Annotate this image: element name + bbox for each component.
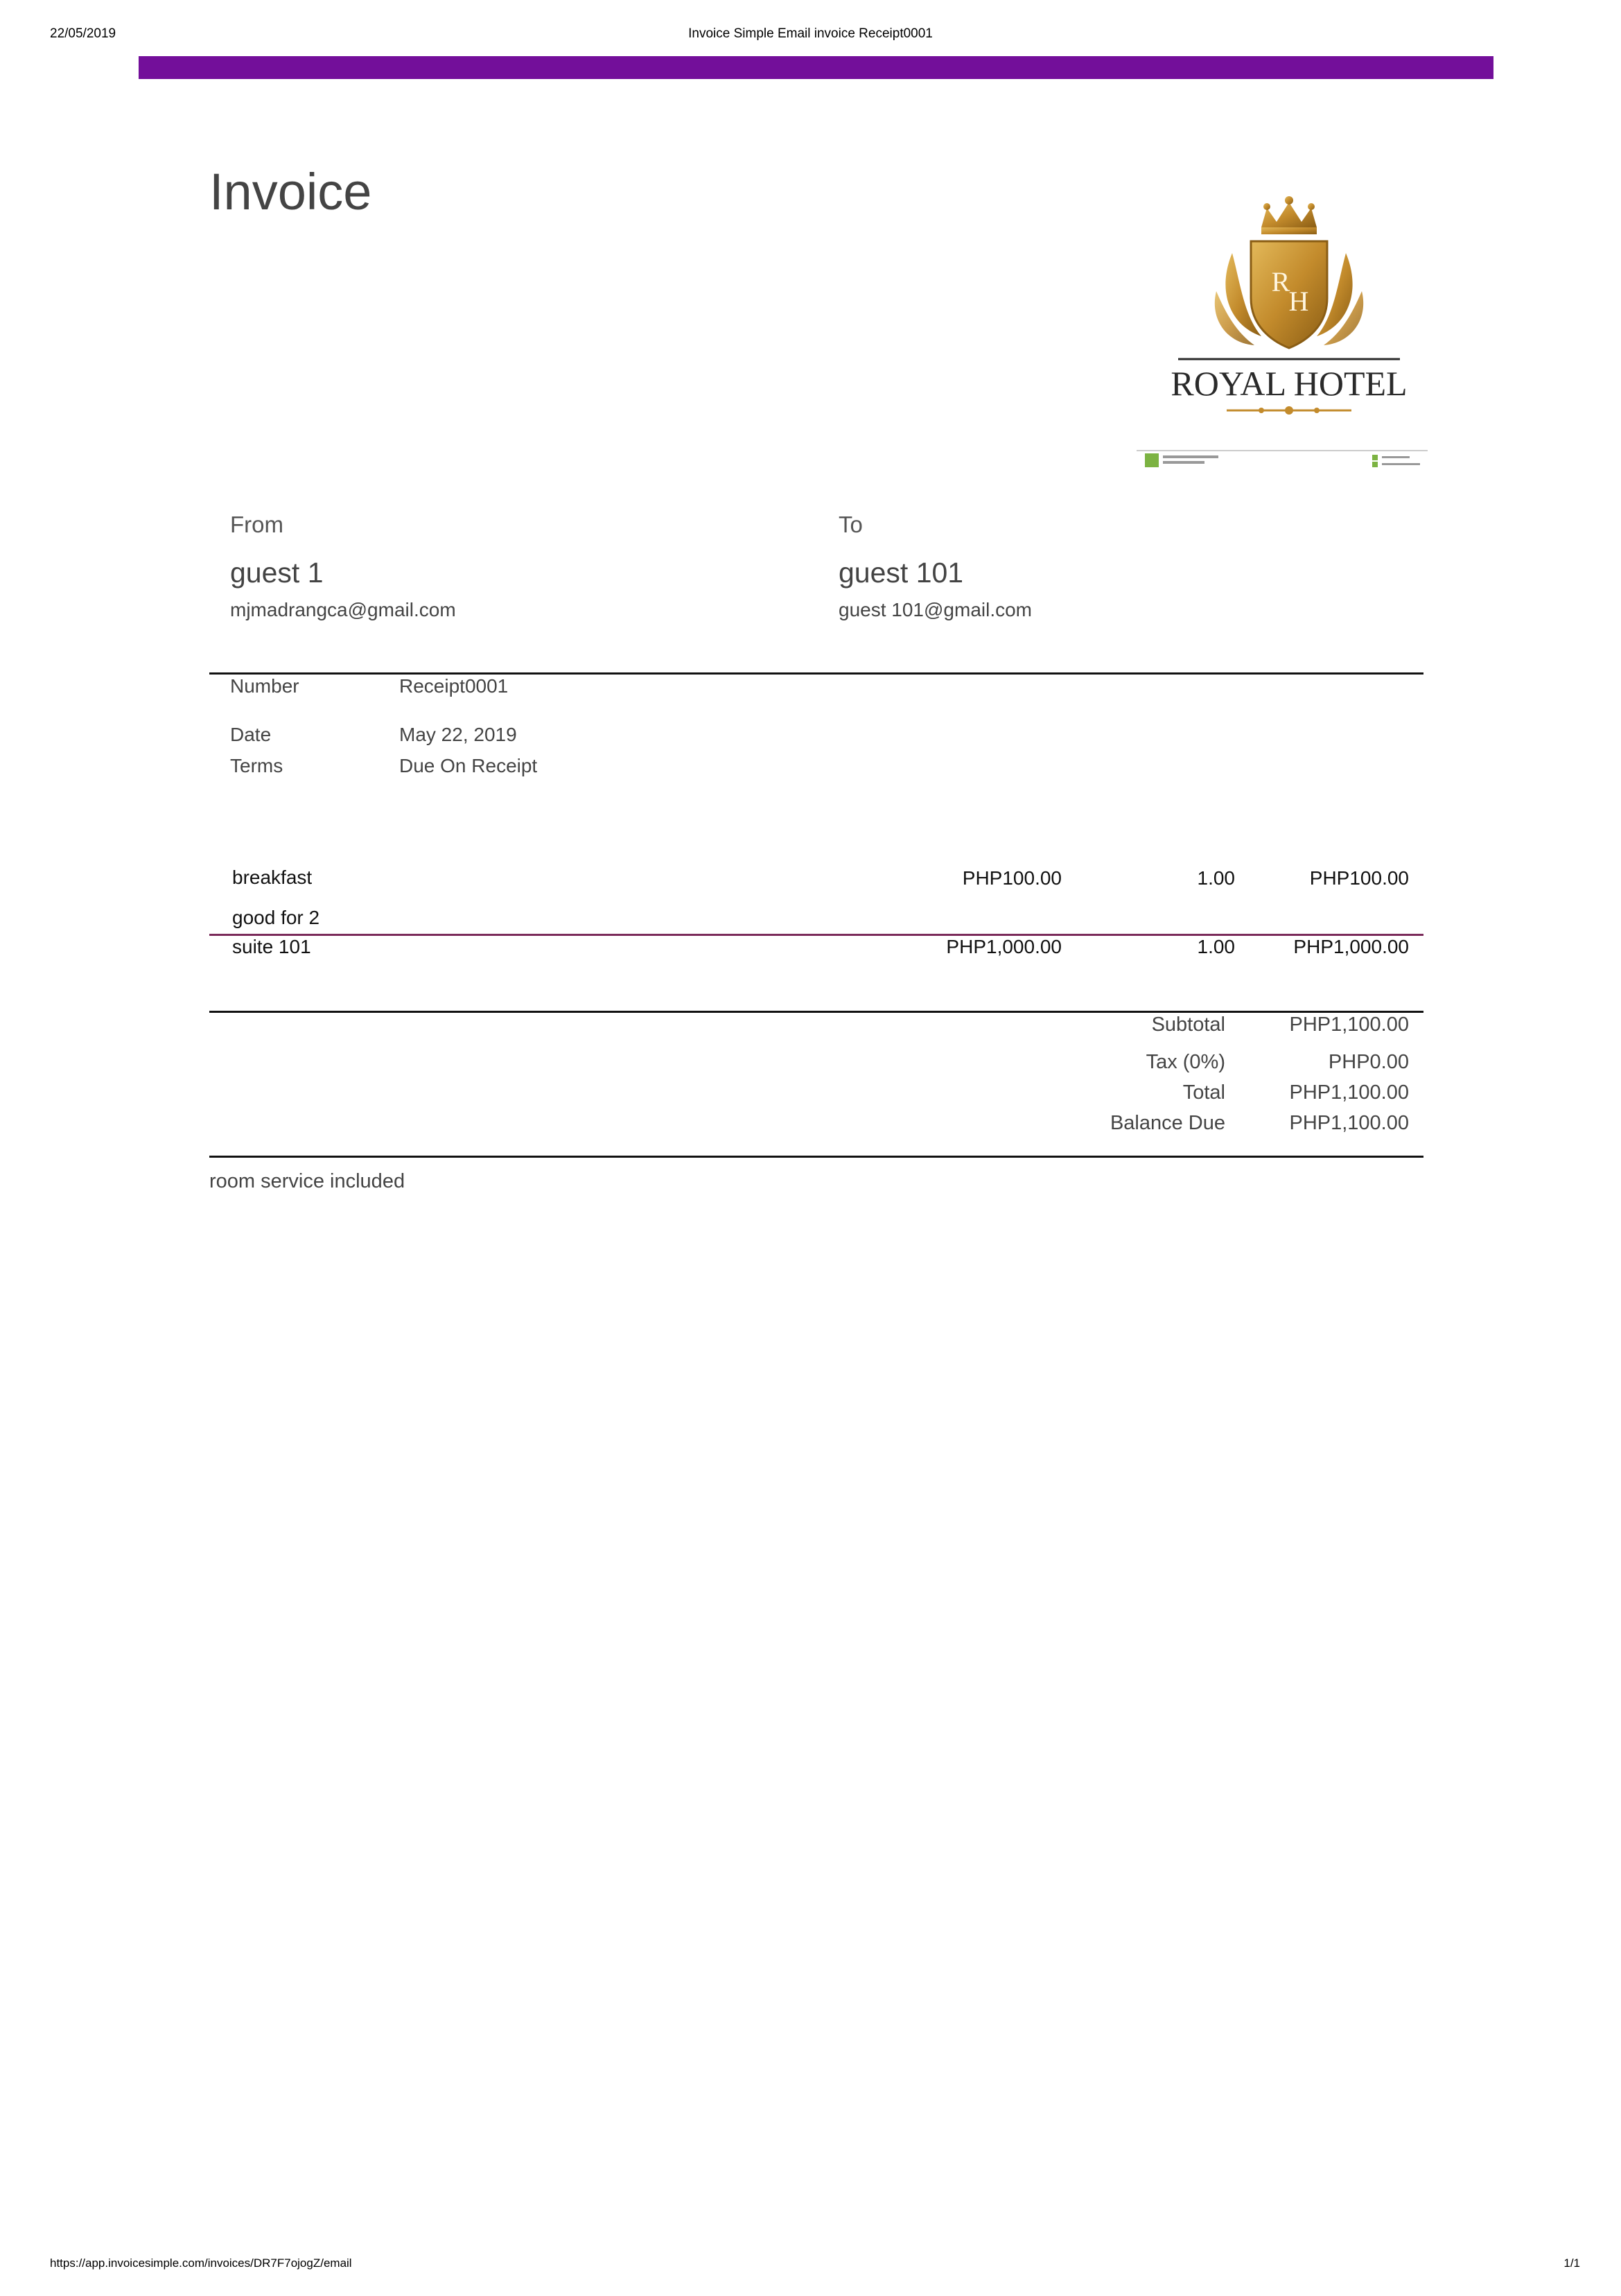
logo-hotel-name: ROYAL HOTEL xyxy=(1171,364,1408,403)
invoice-notes: room service included xyxy=(209,1170,405,1192)
footer-divider xyxy=(209,1156,1423,1158)
print-date: 22/05/2019 xyxy=(50,26,116,41)
tax-value: PHP0.00 xyxy=(1328,1051,1409,1073)
item-amount: PHP100.00 xyxy=(1309,867,1409,889)
totals-divider xyxy=(209,1011,1423,1013)
meta-divider xyxy=(209,672,1423,675)
to-name: guest 101 xyxy=(839,557,964,589)
to-email: guest 101@gmail.com xyxy=(839,599,1033,620)
item-rate: PHP1,000.00 xyxy=(946,936,1062,957)
balance-due-value: PHP1,100.00 xyxy=(1289,1112,1409,1134)
total-value: PHP1,100.00 xyxy=(1289,1081,1409,1104)
invoice-date: May 22, 2019 xyxy=(399,724,517,745)
item-rate: PHP100.00 xyxy=(962,867,1062,889)
tax-label: Tax (0%) xyxy=(1146,1051,1225,1073)
from-email: mjmadrangca@gmail.com xyxy=(230,599,456,620)
logo-initial-h: H xyxy=(1288,286,1309,317)
print-url: https://app.invoicesimple.com/invoices/DR7F7ojogZ/email xyxy=(50,2256,352,2270)
item-detail: good for 2 xyxy=(232,907,320,928)
to-label: To xyxy=(839,512,863,537)
logo-watermark-strip xyxy=(1137,449,1428,470)
royal-hotel-logo xyxy=(1150,187,1428,444)
print-page-title: Invoice Simple Email invoice Receipt0001 xyxy=(688,26,933,41)
item-description: suite 101 xyxy=(232,936,311,957)
item-quantity: 1.00 xyxy=(1197,867,1235,889)
invoice-title: Invoice xyxy=(209,163,372,220)
item-description: breakfast xyxy=(232,867,313,888)
from-label: From xyxy=(230,512,283,537)
logo-initial-r: R xyxy=(1271,266,1290,297)
invoice-number: Receipt0001 xyxy=(399,675,509,697)
crown-icon xyxy=(1261,196,1317,234)
date-label: Date xyxy=(230,724,272,745)
subtotal-label: Subtotal xyxy=(1151,1014,1225,1036)
from-name: guest 1 xyxy=(230,557,324,589)
total-label: Total xyxy=(1182,1081,1225,1104)
balance-due-label: Balance Due xyxy=(1110,1112,1225,1134)
item-quantity: 1.00 xyxy=(1197,936,1235,957)
print-page-number: 1/1 xyxy=(1563,2256,1580,2270)
item-amount: PHP1,000.00 xyxy=(1293,936,1409,957)
terms-label: Terms xyxy=(230,755,283,776)
invoice-terms: Due On Receipt xyxy=(399,755,538,776)
number-label: Number xyxy=(230,675,299,697)
subtotal-value: PHP1,100.00 xyxy=(1289,1014,1409,1036)
accent-bar xyxy=(139,56,1493,79)
